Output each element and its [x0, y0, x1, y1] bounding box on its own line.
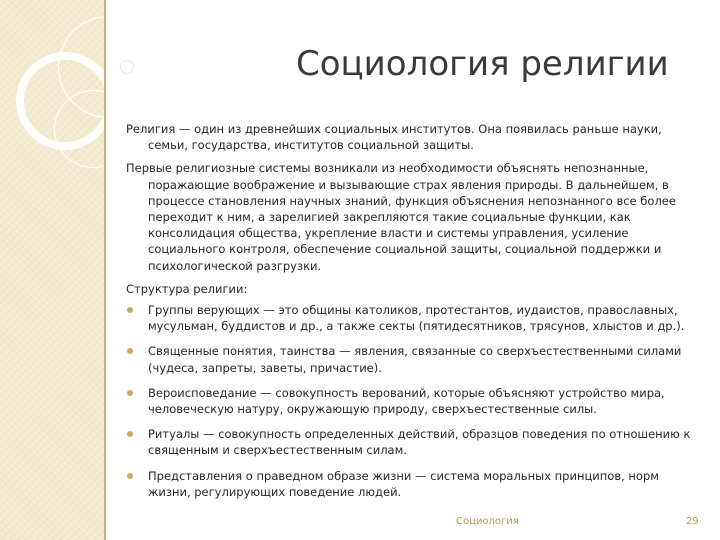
decorative-circle-icon — [54, 90, 132, 168]
slide-title: Социология религии — [296, 44, 669, 84]
bullet-icon — [127, 390, 133, 396]
paragraph: Первые религиозные системы возникали из необходимости объяснять непознанные, поражающие воображение и вызывающие страх явления природы. В дальнейшем, в процессе становления научных знаний, функция объяснения непознанного все более переходит к ним, а зарелигией закрепляются такие социальные функции, как консолидация общества, укрепление власти и системы управления, усиление социального контроля, обеспечение социальной защиты, социальной поддержки и психологической разгрузки. — [126, 161, 676, 273]
footer-label: Социология — [456, 516, 519, 527]
bullet-icon — [127, 473, 133, 479]
slide-content — [126, 121, 704, 509]
list-item-text: Представления о праведном образе жизни — система моральных принципов, норм жизни, регулирующих поведение людей. — [148, 468, 659, 499]
list-item-text: Ритуалы — совокупность определенных действий, образцов поведения по отношению к священным и сверхъестественным силам. — [148, 427, 691, 458]
bullet-icon — [127, 307, 133, 313]
paragraph: Религия — один из древнейших социальных институтов. Она появилась раньше науки, семьи, государства, институтов социальной защиты. — [126, 122, 662, 153]
bullet-icon — [127, 348, 133, 354]
decorative-side-panel — [0, 0, 104, 540]
list-item-text: Священные понятия, таинства — явления, связанные со сверхъестественными силами (чудеса, запреты, заветы, причастие). — [148, 344, 682, 375]
bullet-list — [126, 302, 704, 500]
bullet-icon — [127, 431, 133, 437]
list-item-text: Вероисповедание — совокупность верований, которые объясняют устройство мира, человеческую натуру, окружающую природу, сверхъестественные силы. — [148, 385, 665, 417]
list-item — [126, 302, 704, 334]
list-item — [126, 343, 704, 375]
list-item — [126, 468, 704, 500]
decorative-small-circle-icon — [120, 60, 134, 74]
page-number: 29 — [686, 516, 699, 527]
structure-label: Структура религии: — [126, 281, 248, 296]
list-item — [126, 385, 704, 417]
list-item-text: Группы верующих — это общины католиков, протестантов, иудаистов, православных, мусульман, буддистов и др., а также секты (пятидесятников, трясунов, хлыстов и др.). — [148, 303, 685, 334]
list-item — [126, 426, 704, 458]
side-divider — [104, 0, 106, 540]
